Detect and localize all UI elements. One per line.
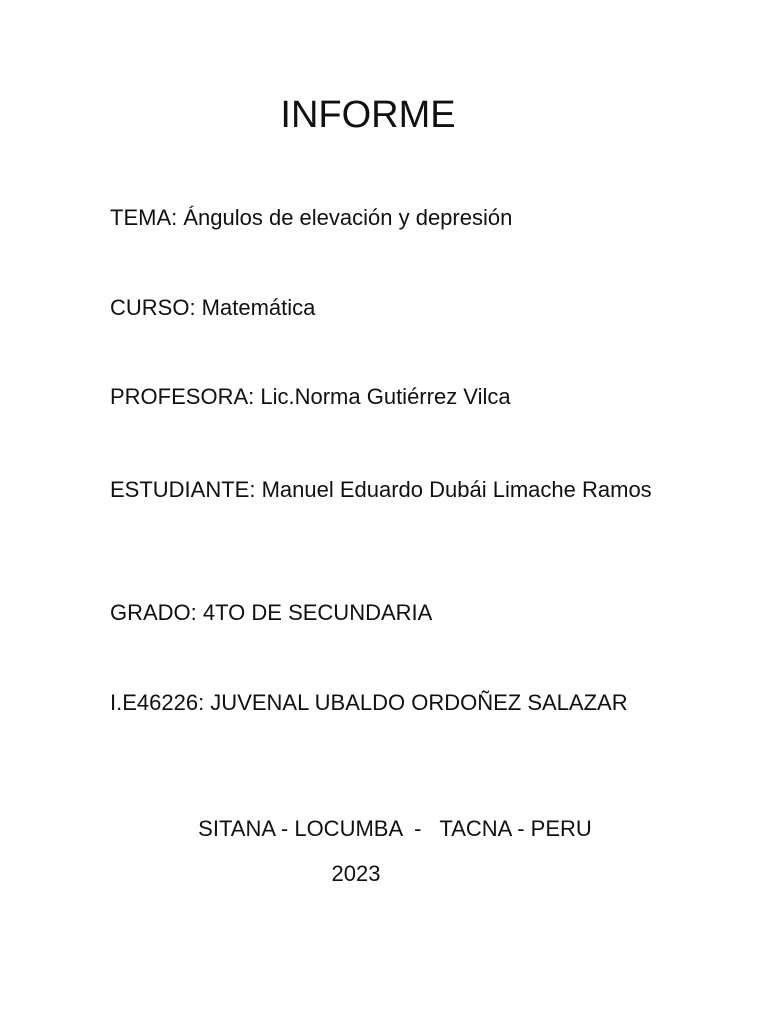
field-tema: TEMA: Ángulos de elevación y depresión	[110, 205, 513, 230]
location-line: SITANA - LOCUMBA - TACNA - PERU	[198, 816, 592, 841]
field-curso: CURSO: Matemática	[110, 295, 316, 320]
field-grado: GRADO: 4TO DE SECUNDARIA	[110, 600, 433, 625]
year-line: 2023	[331, 861, 381, 886]
field-institucion: I.E46226: JUVENAL UBALDO ORDOÑEZ SALAZAR	[110, 690, 628, 715]
document-title: INFORME	[280, 94, 456, 136]
field-profesora: PROFESORA: Lic.Norma Gutiérrez Vilca	[110, 384, 511, 409]
field-estudiante: ESTUDIANTE: Manuel Eduardo Dubái Limache Ramos	[110, 477, 652, 502]
